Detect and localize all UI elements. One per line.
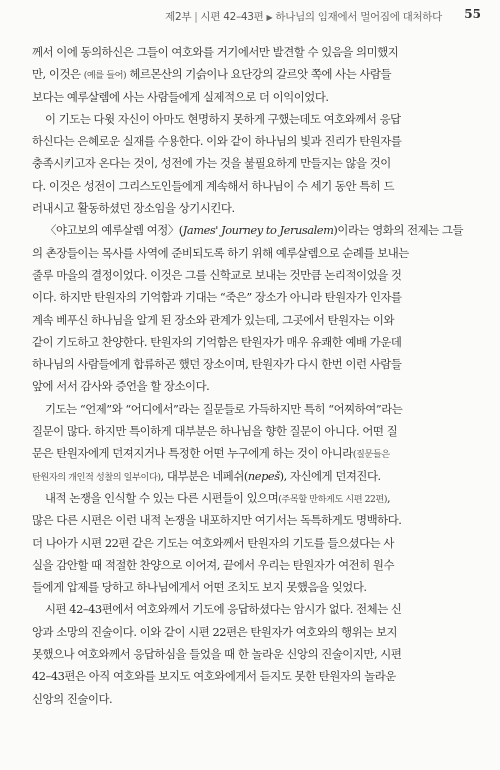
text-run: 문은 탄원자에게 던져지거나 특정한 어떤 누구에게 하는 것이 아니라 [32,446,353,461]
text-run: 께서 이에 동의하신은 그들이 여호와를 거기에서만 발견할 수 있음을 의미했지 [32,45,399,59]
section-label: 시편 42–43편 [200,11,264,23]
text-run: 앞에 서서 감사와 증언을 할 장소이다. [32,379,210,394]
text-run: 더 나아가 시편 22편 같은 기도는 여호와께서 탄원자의 기도를 들으셨다는 사 [32,535,394,550]
text-run: , [387,490,391,505]
text-run: , 대부분은 네페쉬( [160,468,248,483]
text-line [32,688,480,710]
text-line [32,197,480,219]
page-number: 55 [464,7,481,21]
text-run: 하신다는 은혜로운 실재를 수용한다. 이와 같이 하나님의 빛과 진리가 탄원자를 [32,134,402,149]
text-run: 42–43편은 아직 여호와를 보지도 여호와에게서 듣지도 못한 탄원자의 놀라운 [32,669,396,684]
text-run: 이 기도는 다윗 자신이 아마도 현명하지 못하게 구했는데도 여호와께서 응답 [45,111,401,126]
text-run: 계속 베푸신 하나님을 알게 된 장소와 관계가 있는데, 그곳에서 탄원자는 이와 [32,312,395,327]
parenthetical-note: (예를 들어) [83,70,127,82]
part-label: 제2부 [165,11,192,23]
text-run: 보다는 예루살렘에 사는 사람들에게 실제적으로 더 이익이었다. [32,89,329,104]
running-head [165,9,442,24]
text-run: 신앙의 진술이다. [32,691,113,706]
text-line [32,643,480,665]
text-line [32,442,480,464]
text-line [32,331,480,353]
parenthetical-note: (질문들은 [352,449,390,461]
text-run: 앙과 소망의 진술이다. 이와 같이 시편 22편은 탄원자가 여호와의 행위는 보지 [32,624,398,639]
text-run: 헤르몬산의 기슭이나 요단강의 갈르앗 쪽에 사는 사람들 [126,67,392,82]
text-run: 이다. 하지만 탄원자의 기억함과 기대는 “죽은” 장소가 아니라 탄원자가 인자를 [32,290,402,305]
text-run: 만, 이것은 [32,67,84,82]
text-run: 기도는 “언제”와 “어디에서”라는 질문들로 가득하지만 특히 “어찌하여”라는 [45,401,403,416]
text-line [32,621,480,643]
text-run: 실을 감안할 때 적절한 찬양으로 이어져, 끝에서 우리는 탄원자가 여전히 원수 [32,557,395,572]
text-line [32,152,480,174]
body-text [32,41,480,710]
text-run: 시편 42–43편에서 여호와께서 기도에 응답하셨다는 암시가 없다. 전체는 신 [45,602,402,617]
text-run: 의 촌장들이는 목사를 사역에 준비되도록 하기 위해 예루살렘으로 순례를 보내는 [32,245,409,260]
text-run: 들에게 압제를 당하고 하나님에게서 어떤 조치도 보지 못했음을 잊었다. [32,580,367,595]
text-line [32,41,480,63]
arrow-icon: ▶ [266,13,273,22]
text-run: ), 자신에게 던져진다. [279,468,381,483]
text-line [32,130,480,152]
text-line [32,353,480,375]
text-line [32,532,480,554]
text-line [32,286,480,308]
text-line [32,375,480,397]
text-run: 많은 다른 시편은 이런 내적 논쟁을 내포하지만 여기서는 독특하게도 명백하다. [32,513,402,528]
text-line [32,465,480,487]
text-line [32,63,480,85]
text-run: 충족시키고자 온다는 것이, 성전에 가는 것을 불필요하게 만들지는 않을 것이 [32,156,391,171]
text-line [32,309,480,331]
text-line [32,420,480,442]
text-line [32,242,480,264]
text-line [32,509,480,531]
text-line [32,219,480,241]
text-run: 못했으나 여호와께서 응답하심을 들었을 때 한 놀라운 신앙의 진술이지만, 시편 [32,647,402,662]
italic-term: nepeš [247,468,280,483]
text-line [32,264,480,286]
separator: | [194,11,198,23]
text-line [32,554,480,576]
text-run: 하나님의 사람들에게 합류하곤 했던 장소이며, 탄원자가 다시 한번 이런 사람들 [32,357,402,372]
text-line [32,665,480,687]
italic-term: James' Journey to Jerusalem [182,223,334,238]
text-run: 내적 논쟁을 인식할 수 있는 다른 시편들이 있으며 [45,490,279,505]
text-run: 줄루 마을의 결정이었다. 이것은 그를 신학교로 보내는 것만큼 논리적이었을 것 [32,267,402,282]
text-line [32,108,480,130]
text-line [32,86,480,108]
parenthetical-note: (주목할 만하게도 시편 22편) [278,493,387,505]
text-line [32,398,480,420]
text-run: 질문이 많다. 하지만 특이하게 대부분은 하나님을 향한 질문이 아니다. 어떤 질 [32,424,398,439]
text-run: 〈야고보의 예루살렘 여정〉( [45,223,183,238]
text-run: 같이 기도하고 찬양한다. 탄원자의 기억함은 탄원자가 매우 유쾌한 예배 가운데 [32,334,402,349]
parenthetical-note: 탄원자의 개인적 성찰의 일부이다) [32,471,161,483]
text-run: )이라는 영화의 전제는 그들 [333,223,464,238]
text-line [32,487,480,509]
text-line [32,598,480,620]
text-line [32,576,480,598]
chapter-title: 하나님의 임재에서 멀어짐에 대처하다 [275,11,442,23]
running-header [0,0,500,36]
text-run: 러내시고 활동하셨던 장소임을 상기시킨다. [32,201,235,216]
text-line [32,175,480,197]
text-run: 다. 이것은 성전이 그리스도인들에게 계속해서 하나님이 수 세기 동안 특히 드 [32,178,395,193]
